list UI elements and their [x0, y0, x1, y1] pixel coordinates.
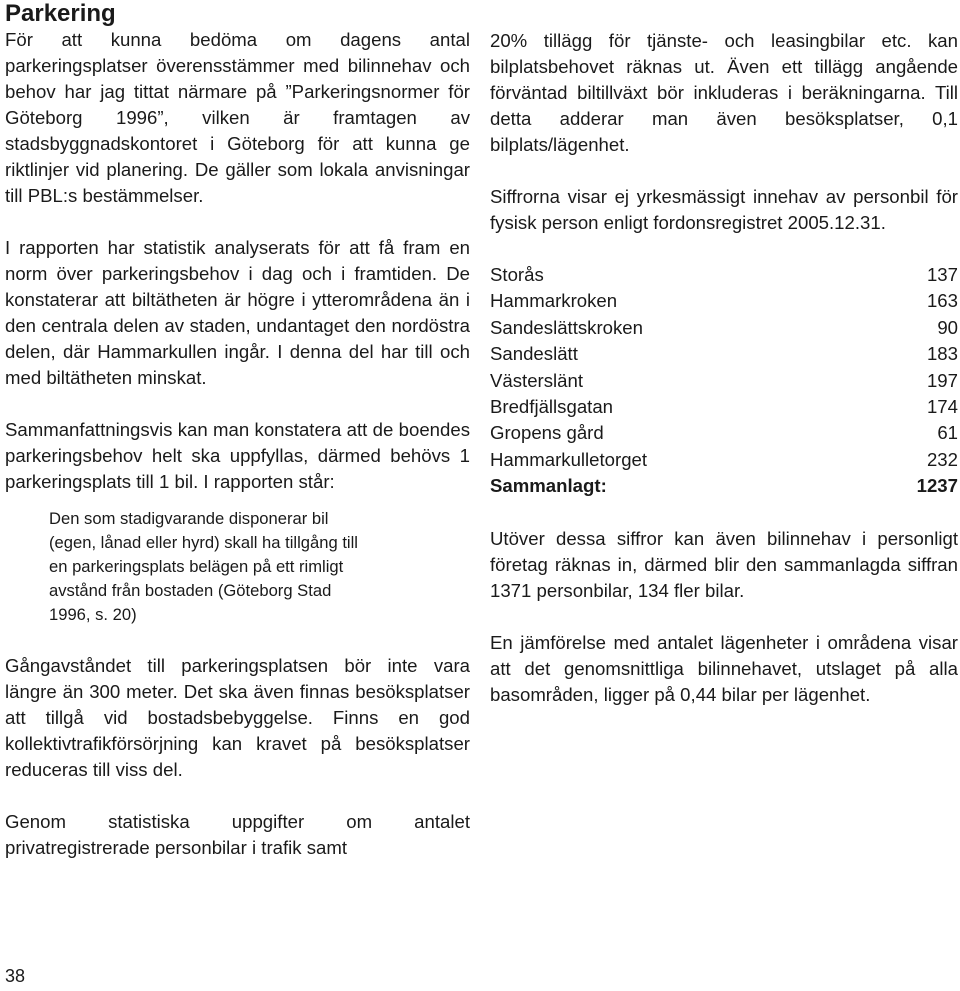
- area-name: Sandeslätt: [490, 343, 578, 365]
- total-value: 1237: [916, 475, 958, 497]
- area-name: Storås: [490, 264, 544, 285]
- car-count-table: [490, 262, 958, 500]
- paragraph-statistics: I rapporten har statistik analyserats för att få fram en norm över parkeringsbehov i dag och i framtiden. De konstaterar att biltätheten är högre i ytterområdena än i den centrala delen av staden, undantaget den nordöstra delen, där Hammarkullen ingår. I denna del har till och med biltätheten minskat.: [5, 237, 470, 388]
- car-count: 197: [926, 369, 958, 391]
- paragraph-walking-distance: Gångavståndet till parkeringsplatsen bör inte vara längre än 300 meter. Det ska även finnas besöksplatser att tillgå vid bostadsbebyggelse. Finns en god kollektivtrafikförsörjning kan kravet på besöksplatser reduceras till viss del.: [5, 655, 470, 780]
- table-row: [490, 368, 958, 394]
- area-name: Sandeslättskroken: [490, 316, 643, 338]
- quote-source: (Göteborg Stad 1996, s. 20): [49, 581, 332, 624]
- table-row: [490, 315, 958, 341]
- paragraph-company-cars: Utöver dessa siffror kan även bilinnehav i personligt företag räknas in, därmed blir den sammanlagda siffran 1371 personbilar, 134 fler bilar.: [490, 527, 958, 601]
- area-name: Gropens gård: [490, 422, 604, 444]
- car-count: 174: [926, 396, 958, 418]
- paragraph-registered-cars: Genom statistiska uppgifter om antalet privatregistrerade personbilar i trafik samt: [5, 811, 470, 858]
- table-row: [490, 447, 958, 473]
- table-total-row: [490, 473, 958, 499]
- left-column: [5, 0, 470, 861]
- area-name: Västerslänt: [490, 369, 584, 391]
- car-count: 232: [926, 448, 958, 470]
- block-quote: [49, 507, 369, 627]
- car-count: 137: [926, 264, 958, 285]
- right-column: [490, 0, 958, 708]
- area-name: Hammarkroken: [490, 290, 618, 312]
- page-number: 38: [5, 966, 26, 986]
- table-row: [490, 341, 958, 367]
- paragraph-intro: För att kunna bedöma om dagens antal parkeringsplatser överensstämmer med bilinnehav och behov har jag tittat närmare på ”Parkeringsnormer för Göteborg 1996”, vilken är framtagen av stadsbyggnadskontoret i Göteborg för att kunna ge riktlinjer vid planering. De gäller som lokala anvisningar till PBL:s bestämmelser.: [5, 29, 470, 206]
- table-row: [490, 288, 958, 314]
- paragraph-figures-note: Siffrorna visar ej yrkesmässigt innehav av personbil för fysisk person enligt fordonsregistret 2005.12.31.: [490, 186, 958, 233]
- quote-text: Den som stadigvarande disponerar bil (egen, lånad eller hyrd) skall ha tillgång till en parkeringsplats belägen på ett rimligt avstånd från bostaden: [49, 509, 358, 600]
- area-name: Hammarkulletorget: [490, 448, 648, 470]
- table-row: [490, 262, 958, 288]
- paragraph-summary: Sammanfattningsvis kan man konstatera att de boendes parkeringsbehov helt ska uppfyllas, därmed behövs 1 parkeringsplats till 1 bil. I rapporten står:: [5, 419, 470, 492]
- table-row: [490, 420, 958, 446]
- table-row: [490, 394, 958, 420]
- car-count: 163: [926, 290, 958, 312]
- car-count: 183: [926, 343, 958, 365]
- car-count: 90: [937, 316, 958, 338]
- page-title: Parkering: [5, 0, 116, 27]
- car-count: 61: [937, 422, 958, 444]
- total-label: Sammanlagt:: [490, 475, 607, 497]
- paragraph-additions: 20% tillägg för tjänste- och leasingbilar etc. kan bilplatsbehovet räknas ut. Även ett tillägg angående förväntad biltillväxt bör inkluderas i beräkningarna. Till detta adderar man även besöksplatser, 0,1 bilplats/lägenhet.: [490, 30, 958, 155]
- paragraph-comparison: En jämförelse med antalet lägenheter i områdena visar att det genomsnittliga bilinnehavet, utslaget på alla basområden, ligger på 0,44 bilar per lägenhet.: [490, 631, 958, 705]
- area-name: Bredfjällsgatan: [490, 396, 614, 418]
